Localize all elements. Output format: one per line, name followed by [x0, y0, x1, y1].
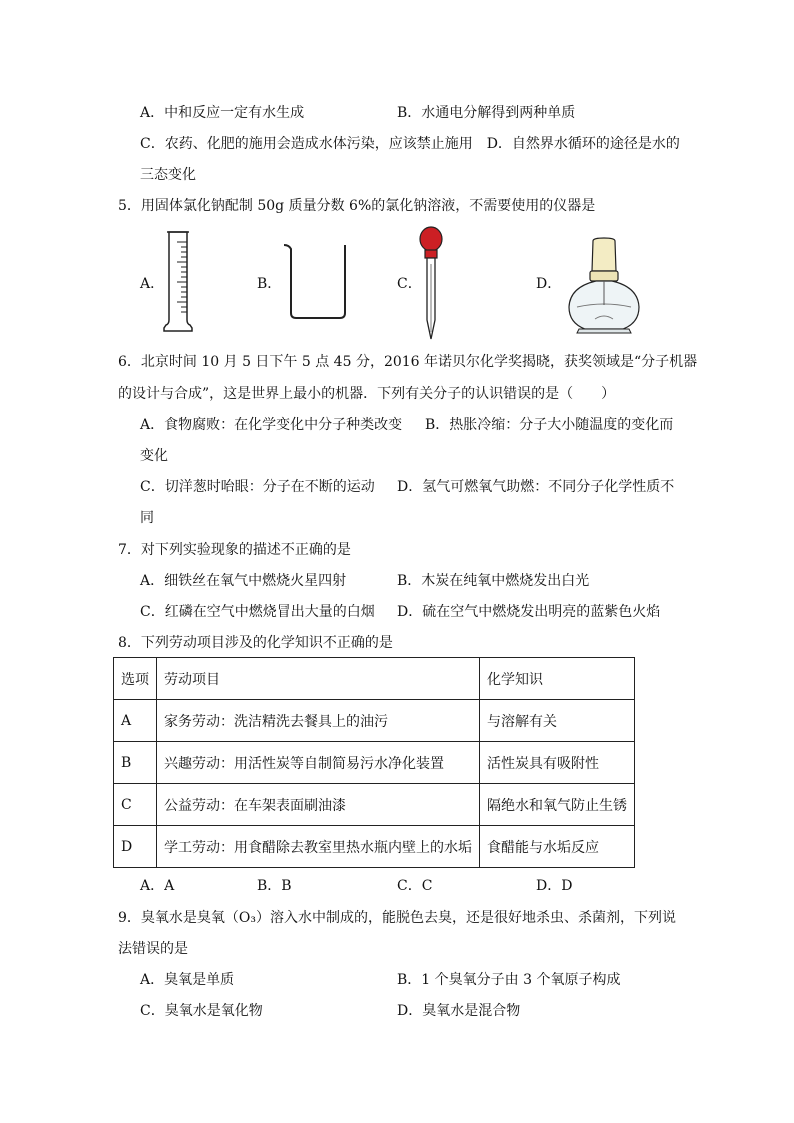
q7-option-c: C．红磷在空气中燃烧冒出大量的白烟 [140, 604, 375, 620]
q5-label-d: D． [536, 276, 562, 292]
q8-option-d: D．D [536, 878, 573, 894]
q8-option-c: C．C [397, 878, 433, 894]
table-cell: 与溶解有关 [480, 700, 635, 742]
table-cell: 学工劳动：用食醋除去教室里热水瓶内壁上的水垢 [157, 826, 480, 868]
q9-option-c: C．臭氧水是氧化物 [140, 1003, 263, 1019]
q8-option-b: B．B [257, 878, 292, 894]
alcohol-lamp-icon [565, 235, 643, 335]
beaker-icon [281, 241, 355, 321]
q9-stem-line-1: 9．臭氧水是臭氧（O₃）溶入水中制成的，能脱色去臭，还是很好地杀虫、杀菌剂，下列说 [118, 910, 676, 926]
q7-option-d: D．硫在空气中燃烧发出明亮的蓝紫色火焰 [397, 604, 661, 620]
table-cell: 活性炭具有吸附性 [480, 742, 635, 784]
q7-stem: 7．对下列实验现象的描述不正确的是 [118, 542, 351, 558]
q4-option-d-continued: 三态变化 [140, 167, 196, 183]
table-header-row [114, 658, 635, 700]
q5-label-c: C． [397, 276, 422, 292]
q6-option-a: A．食物腐败：在化学变化中分子种类改变 [140, 417, 403, 433]
table-cell: A [114, 700, 157, 742]
q6-option-d-continued: 同 [140, 510, 154, 526]
q5-label-a: A． [140, 276, 165, 292]
table-cell: 家务劳动：洗洁精洗去餐具上的油污 [157, 700, 480, 742]
q9-option-d: D．臭氧水是混合物 [397, 1003, 521, 1019]
header-option: 选项 [114, 658, 157, 700]
table-row [114, 784, 635, 826]
header-chem-knowledge: 化学知识 [480, 658, 635, 700]
table-row [114, 742, 635, 784]
table-cell: 食醋能与水垢反应 [480, 826, 635, 868]
q8-option-a: A．A [140, 878, 175, 894]
table-cell: B [114, 742, 157, 784]
q5-label-b: B． [257, 276, 282, 292]
table-cell: 公益劳动：在车架表面刷油漆 [157, 784, 480, 826]
q6-option-c: C．切洋葱时咍眼：分子在不断的运动 [140, 479, 375, 495]
graduated-cylinder-icon [160, 228, 196, 334]
q4-option-a: A．中和反应一定有水生成 [140, 105, 305, 121]
q7-option-a: A．细铁丝在氧气中燃烧火星四射 [140, 573, 347, 589]
q4-option-b: B．水通电分解得到两种单质 [397, 105, 576, 121]
table-cell: 兴趣劳动：用活性炭等自制简易污水净化装置 [157, 742, 480, 784]
q9-option-b: B．1 个臭氧分子由 3 个氧原子构成 [397, 972, 621, 988]
table-cell: D [114, 826, 157, 868]
table-cell: 隔绝水和氧气防止生锈 [480, 784, 635, 826]
dropper-icon [416, 224, 446, 344]
q4-option-c-d: C．农药、化肥的施用会造成水体污染，应该禁止施用 D．自然界水循环的途径是水的 [140, 136, 680, 152]
q6-option-b: B．热胀冷缩：分子大小随温度的变化而 [425, 417, 674, 433]
q6-option-d: D．氢气可燃氧气助燃：不同分子化学性质不 [397, 479, 675, 495]
q8-stem: 8．下列劳动项目涉及的化学知识不正确的是 [118, 635, 393, 651]
header-labor-item: 劳动项目 [157, 658, 480, 700]
q8-table [113, 657, 635, 868]
q6-option-b-continued: 变化 [140, 448, 168, 464]
q9-option-a: A．臭氧是单质 [140, 972, 235, 988]
q9-stem-line-2: 法错误的是 [118, 941, 188, 957]
q6-stem-line-2: 的设计与合成”，这是世界上最小的机器．下列有关分子的认识错误的是（ ） [118, 386, 616, 402]
table-cell: C [114, 784, 157, 826]
q6-stem-line-1: 6．北京时间 10 月 5 日下午 5 点 45 分，2016 年诺贝尔化学奖揭晓，获奖领域是“分子机器 [118, 354, 698, 370]
q7-option-b: B．木炭在纯氧中燃烧发出白光 [397, 573, 590, 589]
q5-stem: 5．用固体氯化钠配制 50g 质量分数 6%的氯化钠溶液，不需要使用的仪器是 [118, 198, 596, 214]
table-row [114, 826, 635, 868]
table-row [114, 700, 635, 742]
